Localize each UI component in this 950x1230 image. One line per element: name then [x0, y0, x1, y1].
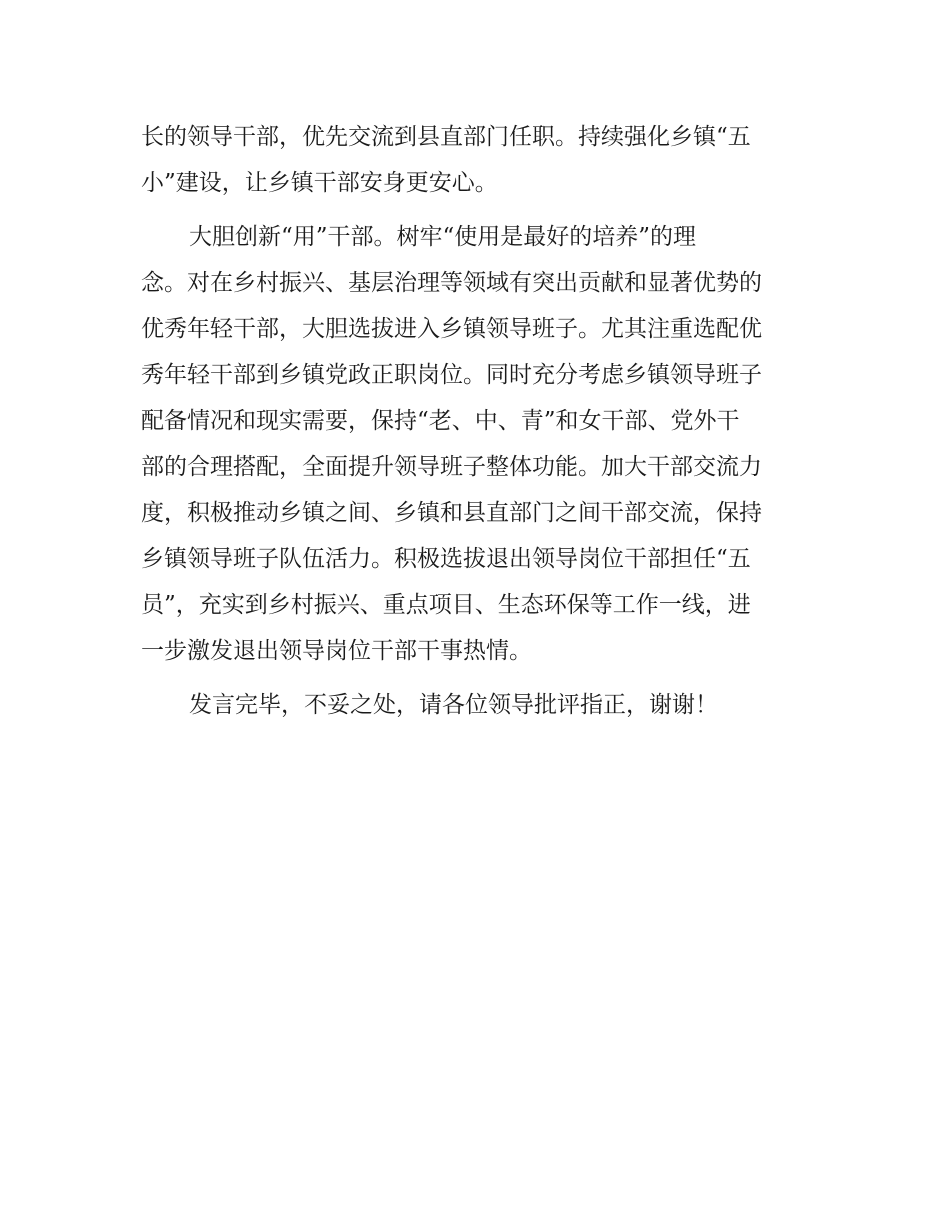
text-line: 发言完毕，不妥之处，请各位领导批评指正，谢谢！: [189, 692, 718, 718]
text-line: 大胆创新“用”干部。树牢“使用是最好的培养”的理: [189, 224, 697, 250]
text-line: 配备情况和现实需要，保持“老、中、青”和女干部、党外干: [141, 408, 740, 434]
paragraph-use-cadres: [141, 214, 811, 674]
text-line: 度，积极推动乡镇之间、乡镇和县直部门之间干部交流，保持: [141, 500, 762, 526]
paragraph-continuation: [141, 114, 811, 206]
text-line: 长的领导干部，优先交流到县直部门任职。持续强化乡镇“五: [141, 124, 751, 150]
text-line: 秀年轻干部到乡镇党政正职岗位。同时充分考虑乡镇领导班子: [141, 362, 762, 388]
text-line: 部的合理搭配，全面提升领导班子整体功能。加大干部交流力: [141, 454, 762, 480]
paragraph-closing: [141, 682, 811, 728]
text-line: 乡镇领导班子队伍活力。积极选拔退出领导岗位干部担任“五: [141, 546, 751, 572]
text-line: 优秀年轻干部，大胆选拔进入乡镇领导班子。尤其注重选配优: [141, 316, 762, 342]
text-line: 念。对在乡村振兴、基层治理等领域有突出贡献和显著优势的: [141, 270, 762, 296]
document-body: [141, 114, 811, 728]
text-line: 一步激发退出领导岗位干部干事热情。: [141, 638, 532, 664]
text-line: 小”建设，让乡镇干部安身更安心。: [141, 170, 498, 196]
text-line: 员”，充实到乡村振兴、重点项目、生态环保等工作一线，进: [141, 592, 751, 618]
